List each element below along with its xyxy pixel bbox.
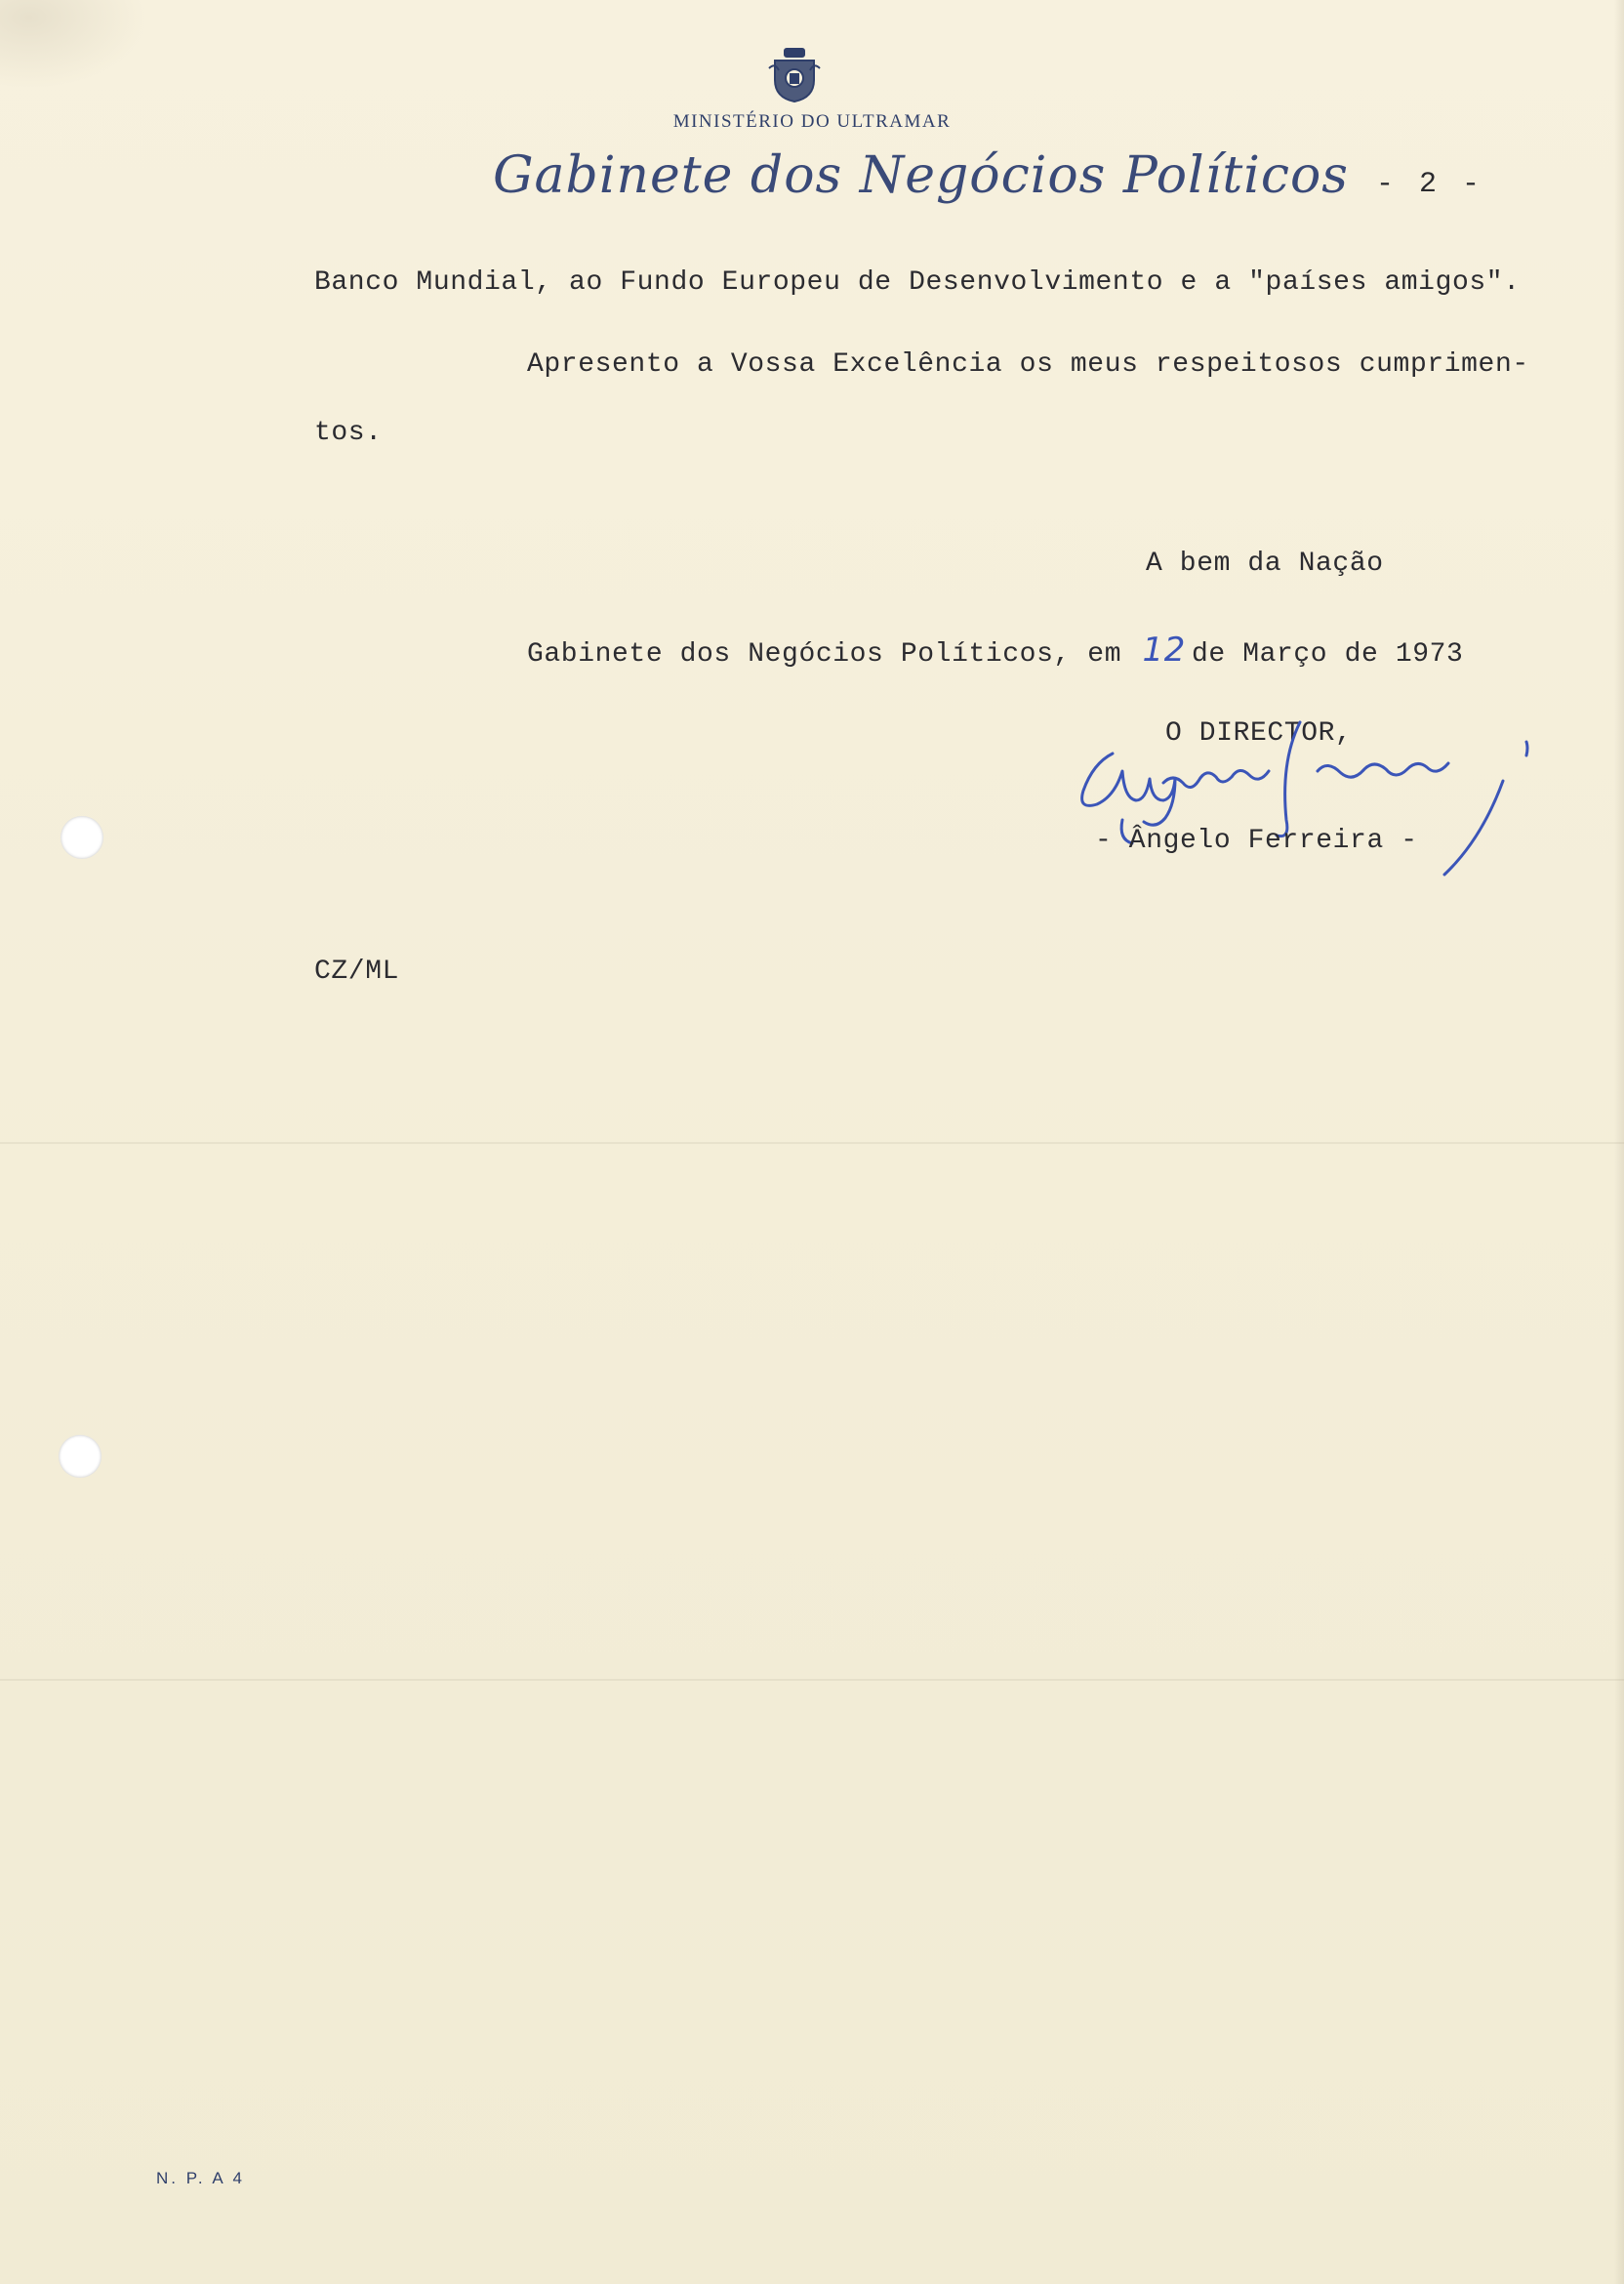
date-suffix: de Março de 1973 <box>1191 639 1464 670</box>
handwritten-day: 12 <box>1142 631 1186 670</box>
page-number: - 2 - <box>1376 168 1484 201</box>
fold-crease <box>0 1679 1624 1681</box>
form-code: N. P. A 4 <box>156 2169 245 2187</box>
office-name: Gabinete dos Negócios Políticos <box>493 146 1349 205</box>
place-prefix: Gabinete dos Negócios Políticos, em <box>527 639 1122 670</box>
place-date-line <box>527 631 1463 670</box>
signatory-title: O DIRECTOR, <box>1165 718 1353 749</box>
punch-hole <box>61 816 103 859</box>
punch-hole <box>59 1435 102 1478</box>
ministry-name <box>0 111 1624 133</box>
coat-of-arms-icon <box>767 47 822 105</box>
salutation: A bem da Nação <box>1146 549 1384 579</box>
body-line: Banco Mundial, ao Fundo Europeu de Desenvolvimento e a "países amigos". <box>314 267 1521 298</box>
handwritten-signature <box>1074 713 1532 888</box>
signatory-name: - Ângelo Ferreira - <box>1095 826 1418 856</box>
worn-corner <box>0 0 146 88</box>
reference-initials: CZ/ML <box>314 957 400 987</box>
ministry-text: MINISTÉRIO DO ULTRAMAR <box>672 111 952 132</box>
body-line: tos. <box>314 418 383 448</box>
fold-crease <box>0 1142 1624 1144</box>
body-line: Apresento a Vossa Excelência os meus respeitosos cumprimen- <box>527 349 1529 380</box>
